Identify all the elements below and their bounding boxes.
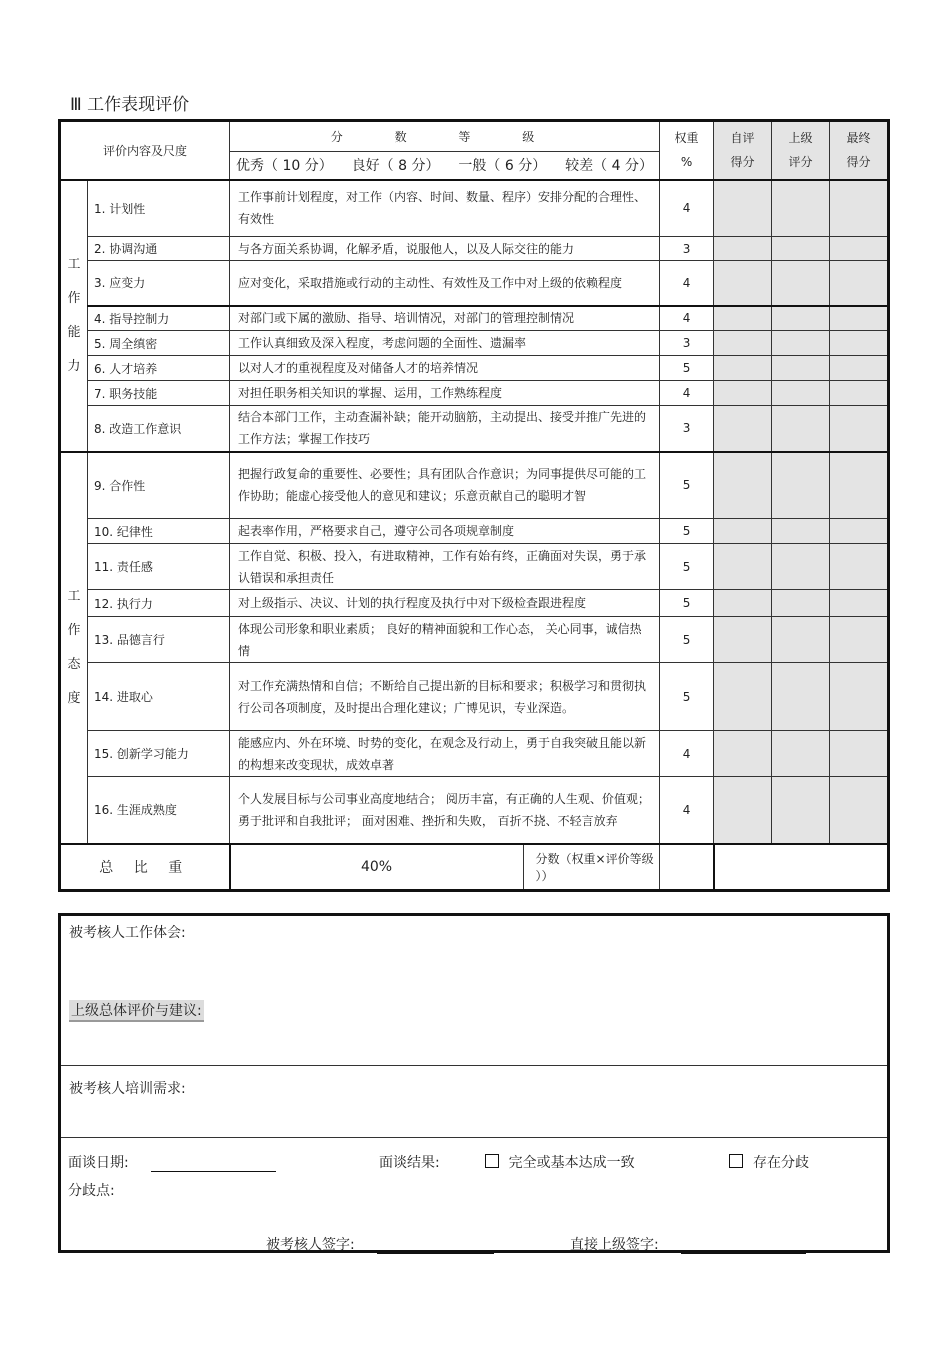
superior-score-line2: 评分	[788, 155, 813, 170]
attitude-char-3: 态	[67, 656, 81, 672]
item-name: 4. 指导控制力	[88, 306, 230, 331]
ability-char-4: 力	[67, 358, 81, 374]
self-score-cell[interactable]	[714, 406, 772, 452]
self-score-cell[interactable]	[714, 452, 772, 519]
interview-date-row	[68, 1152, 276, 1172]
item-name: 10. 纪律性	[88, 519, 230, 544]
attitude-char-1: 工	[67, 588, 81, 604]
agree-checkbox[interactable]	[485, 1154, 499, 1168]
superior-score-cell[interactable]	[772, 590, 830, 617]
section-title: Ⅲ 工作表现评价	[70, 95, 190, 115]
superior-score-cell[interactable]	[772, 261, 830, 306]
training-label: 被考核人培训需求:	[69, 1081, 186, 1097]
item-weight: 5	[660, 590, 714, 617]
superior-score-cell[interactable]	[772, 356, 830, 381]
score-formula-label: 分数（权重×评价等级 ））	[535, 851, 654, 883]
item-desc: 对部门或下属的激励、指导、培训情况，对部门的管理控制情况	[230, 306, 660, 331]
item-weight: 5	[660, 519, 714, 544]
weight-unit: %	[680, 155, 693, 170]
interview-date-field[interactable]	[151, 1157, 276, 1172]
superior-score-cell[interactable]	[772, 381, 830, 406]
item-desc: 能感应内、外在环境、时势的变化，在观念及行动上，勇于自我突破且能以新的构想来改变现状，成效卓著	[230, 731, 660, 777]
item-name: 14. 进取心	[88, 663, 230, 731]
final-score-cell[interactable]	[830, 663, 889, 731]
grade-poor: 较差（ 4 分）	[565, 158, 653, 175]
item-weight: 5	[660, 544, 714, 590]
superior-score-cell[interactable]	[772, 331, 830, 356]
divergence-label: 分歧点:	[68, 1183, 115, 1199]
item-name: 12. 执行力	[88, 590, 230, 617]
item-name: 11. 责任感	[88, 544, 230, 590]
superior-sign-row	[570, 1234, 806, 1254]
grade-good: 良好（ 8 分）	[351, 158, 440, 175]
item-desc: 体现公司形象和职业素质； 良好的精神面貌和工作心态， 关心同事，诚信热情	[230, 617, 660, 663]
self-score-cell[interactable]	[714, 663, 772, 731]
item-weight: 4	[660, 180, 714, 237]
evaluation-table	[58, 119, 890, 892]
self-score-cell[interactable]	[714, 356, 772, 381]
final-score-cell[interactable]	[830, 590, 889, 617]
total-weight-value: 40%	[231, 845, 524, 889]
superior-score-cell[interactable]	[772, 663, 830, 731]
item-desc: 工作认真细致及深入程度，考虑问题的全面性、遗漏率	[230, 331, 660, 356]
item-weight: 3	[660, 406, 714, 452]
superior-score-line1: 上级	[788, 131, 813, 146]
header-grade-title: 分 数 等 级	[230, 121, 660, 152]
employee-sign-label: 被考核人签字:	[266, 1237, 355, 1253]
item-weight: 3	[660, 331, 714, 356]
item-desc: 结合本部门工作，主动查漏补缺；能开动脑筋，主动提出、接受并推广先进的工作方法；掌握工作技巧	[230, 406, 660, 452]
self-score-cell[interactable]	[714, 180, 772, 237]
final-score-cell[interactable]	[830, 180, 889, 237]
item-weight: 5	[660, 356, 714, 381]
superior-sign-field[interactable]	[681, 1239, 806, 1254]
item-weight: 4	[660, 381, 714, 406]
item-name: 7. 职务技能	[88, 381, 230, 406]
item-name: 6. 人才培养	[88, 356, 230, 381]
total-score-spacer	[660, 844, 714, 891]
superior-score-cell[interactable]	[772, 452, 830, 519]
agree-option-label: 完全或基本达成一致	[508, 1155, 635, 1171]
total-score-cell[interactable]	[714, 844, 889, 891]
item-weight: 4	[660, 306, 714, 331]
self-score-cell[interactable]	[714, 731, 772, 777]
item-weight: 4	[660, 777, 714, 844]
feedback-table	[58, 913, 890, 1253]
self-score-cell[interactable]	[714, 777, 772, 844]
self-score-cell[interactable]	[714, 306, 772, 331]
final-score-line2: 得分	[846, 155, 871, 170]
superior-score-cell[interactable]	[772, 180, 830, 237]
item-name: 5. 周全缜密	[88, 331, 230, 356]
self-score-cell[interactable]	[714, 237, 772, 261]
grade-levels	[230, 152, 660, 180]
superior-score-cell[interactable]	[772, 237, 830, 261]
total-row-middle	[230, 844, 660, 891]
final-score-cell[interactable]	[830, 381, 889, 406]
item-name: 15. 创新学习能力	[88, 731, 230, 777]
item-desc: 起表率作用，严格要求自己，遵守公司各项规章制度	[230, 519, 660, 544]
item-name: 3. 应变力	[88, 261, 230, 306]
grade-average: 一般（ 6 分）	[458, 158, 547, 175]
item-weight: 3	[660, 237, 714, 261]
attitude-char-2: 作	[67, 622, 81, 638]
final-score-cell[interactable]	[830, 731, 889, 777]
self-score-line1: 自评	[730, 131, 755, 146]
item-desc: 工作自觉、积极、投入，有进取精神，工作有始有终，正确面对失误，勇于承认错误和承担责任	[230, 544, 660, 590]
item-desc: 对工作充满热情和自信；不断给自己提出新的目标和要求；积极学习和贯彻执行公司各项制度，及时提出合理化建议；广博见识，专业深造。	[230, 663, 660, 731]
category-work-ability	[60, 180, 88, 452]
final-score-cell[interactable]	[830, 331, 889, 356]
superior-score-cell[interactable]	[772, 519, 830, 544]
item-weight: 5	[660, 452, 714, 519]
header-self-score	[714, 121, 772, 180]
item-name: 16. 生涯成熟度	[88, 777, 230, 844]
superior-sign-label: 直接上级签字:	[570, 1237, 659, 1253]
item-weight: 4	[660, 731, 714, 777]
item-desc: 与各方面关系协调，化解矛盾，说服他人，以及人际交往的能力	[230, 237, 660, 261]
interview-result-row	[379, 1152, 635, 1172]
self-score-cell[interactable]	[714, 590, 772, 617]
item-name: 2. 协调沟通	[88, 237, 230, 261]
final-score-cell[interactable]	[830, 777, 889, 844]
employee-sign-row	[266, 1234, 494, 1254]
item-name: 8. 改造工作意识	[88, 406, 230, 452]
final-score-cell[interactable]	[830, 261, 889, 306]
experience-superior-cell	[60, 915, 889, 1066]
ability-char-2: 作	[67, 290, 81, 306]
category-work-attitude	[60, 452, 88, 844]
item-name: 13. 品德言行	[88, 617, 230, 663]
employee-sign-field[interactable]	[377, 1239, 494, 1254]
disagree-option-label: 存在分歧	[753, 1155, 809, 1171]
experience-input-area[interactable]	[69, 942, 879, 986]
superior-score-cell[interactable]	[772, 544, 830, 590]
item-desc: 以对人才的重视程度及对储备人才的培养情况	[230, 356, 660, 381]
header-superior-score	[772, 121, 830, 180]
experience-label: 被考核人工作体会:	[69, 925, 186, 941]
ability-char-3: 能	[67, 324, 81, 340]
final-score-cell[interactable]	[830, 544, 889, 590]
superior-evaluation-label: 上级总体评价与建议:	[69, 1000, 204, 1022]
self-score-cell[interactable]	[714, 381, 772, 406]
item-weight: 5	[660, 663, 714, 731]
item-name: 1. 计划性	[88, 180, 230, 237]
item-weight: 5	[660, 617, 714, 663]
final-score-cell[interactable]	[830, 237, 889, 261]
self-score-line2: 得分	[730, 155, 755, 170]
attitude-char-4: 度	[67, 690, 81, 706]
item-desc: 个人发展目标与公司事业高度地结合； 阅历丰富，有正确的人生观、价值观；勇于批评和自我批评； 面对困难、挫折和失败， 百折不挠、不轻言放弃	[230, 777, 660, 844]
item-desc: 工作事前计划程度，对工作（内容、时间、数量、程序）安排分配的合理性、有效性	[230, 180, 660, 237]
ability-char-1: 工	[67, 256, 81, 272]
superior-score-cell[interactable]	[772, 617, 830, 663]
disagree-checkbox[interactable]	[729, 1154, 743, 1168]
item-weight: 4	[660, 261, 714, 306]
header-weight	[660, 121, 714, 180]
item-desc: 对担任职务相关知识的掌握、运用，工作熟练程度	[230, 381, 660, 406]
superior-score-cell[interactable]	[772, 777, 830, 844]
interview-date-label: 面谈日期:	[68, 1155, 129, 1171]
weight-label: 权重	[674, 131, 699, 146]
interview-cell	[60, 1138, 889, 1252]
item-desc: 对上级指示、决议、计划的执行程度及执行中对下级检查跟进程度	[230, 590, 660, 617]
self-score-cell[interactable]	[714, 544, 772, 590]
self-score-cell[interactable]	[714, 331, 772, 356]
disagree-option	[729, 1152, 809, 1172]
final-score-cell[interactable]	[830, 406, 889, 452]
final-score-cell[interactable]	[830, 452, 889, 519]
final-score-line1: 最终	[846, 131, 871, 146]
item-desc: 把握行政复命的重要性、必要性；具有团队合作意识；为同事提供尽可能的工作协助；能虚心接受他人的意见和建议；乐意贡献自己的聪明才智	[230, 452, 660, 519]
superior-score-cell[interactable]	[772, 731, 830, 777]
self-score-cell[interactable]	[714, 261, 772, 306]
header-final-score	[830, 121, 889, 180]
final-score-cell[interactable]	[830, 617, 889, 663]
superior-score-cell[interactable]	[772, 306, 830, 331]
self-score-cell[interactable]	[714, 617, 772, 663]
superior-score-cell[interactable]	[772, 406, 830, 452]
interview-result-label: 面谈结果:	[379, 1155, 440, 1171]
self-score-cell[interactable]	[714, 519, 772, 544]
item-desc: 应对变化，采取措施或行动的主动性、有效性及工作中对上级的依赖程度	[230, 261, 660, 306]
header-content-scale: 评价内容及尺度	[60, 121, 230, 180]
grade-excellent: 优秀（ 10 分）	[236, 158, 333, 175]
final-score-cell[interactable]	[830, 356, 889, 381]
training-cell	[60, 1066, 889, 1138]
item-name: 9. 合作性	[88, 452, 230, 519]
final-score-cell[interactable]	[830, 519, 889, 544]
final-score-cell[interactable]	[830, 306, 889, 331]
total-weight-label: 总 比 重	[60, 844, 230, 891]
